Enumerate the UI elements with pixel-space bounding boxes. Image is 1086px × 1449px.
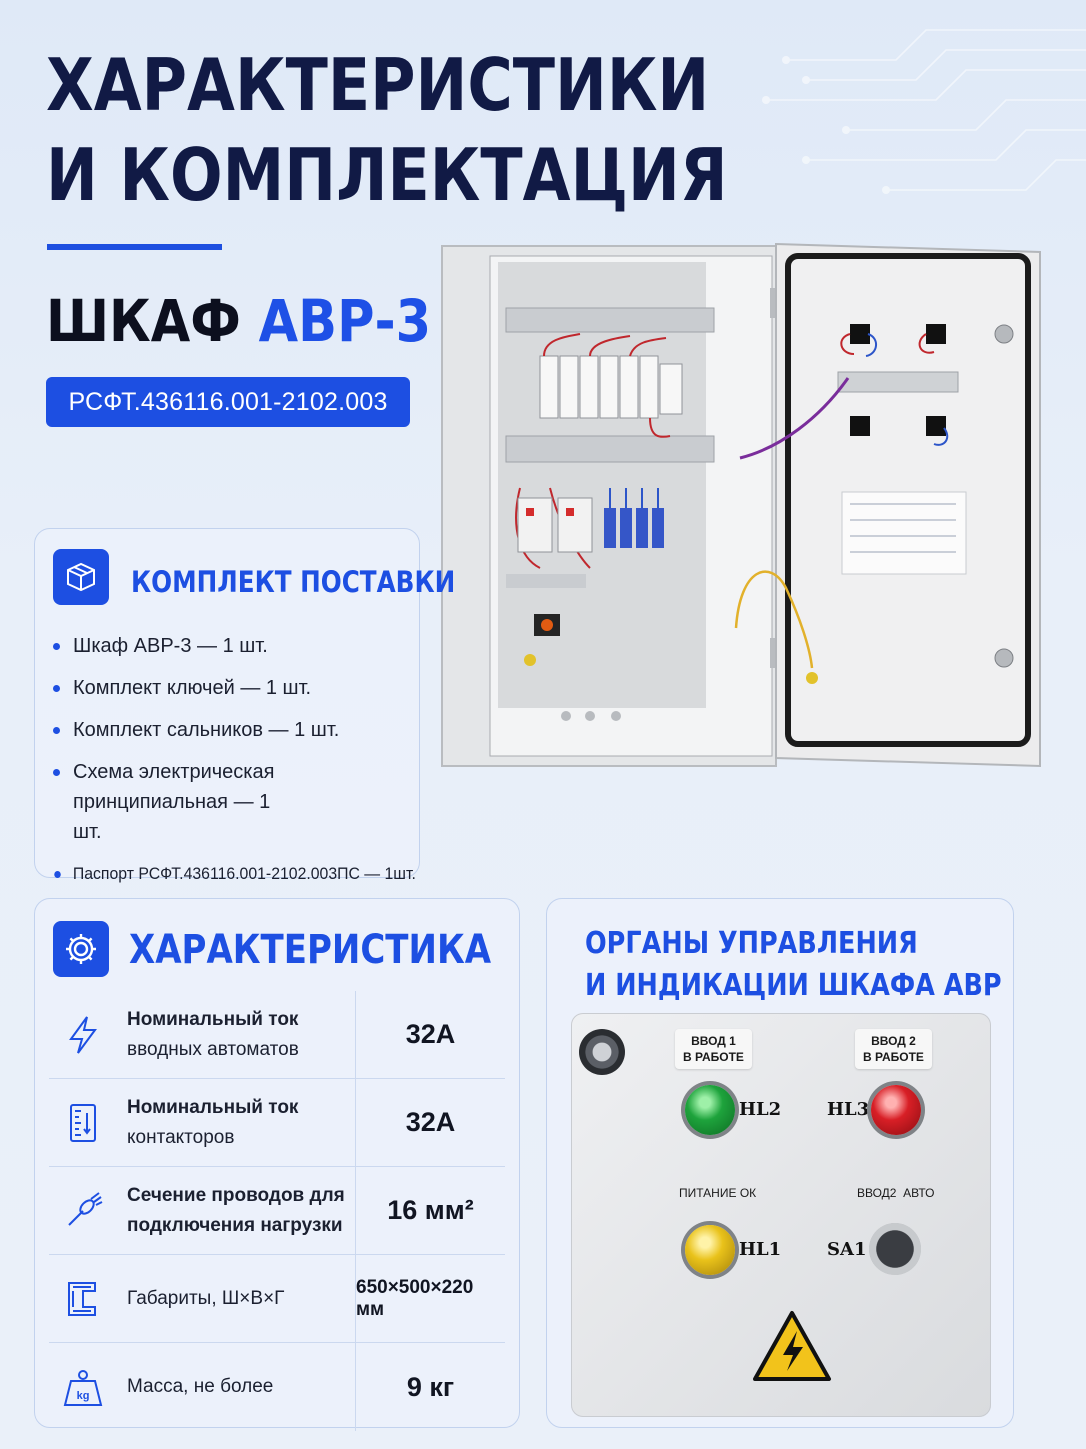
row-label-text: вводных автоматов: [127, 1038, 299, 1060]
product-code-badge: РСФТ.436116.001-2102.003: [46, 377, 410, 427]
controls-panel: [546, 898, 1014, 1428]
table-row: [49, 1343, 505, 1431]
row-value: 16 мм²: [355, 1167, 505, 1254]
table-row: [49, 1079, 505, 1167]
row-label: [127, 991, 353, 1078]
gear-icon: [53, 921, 109, 977]
list-item: Паспорт РСФТ.436116.001-2102.003ПС — 1шт.: [71, 859, 391, 889]
product-word: ШКАФ: [46, 287, 241, 355]
kit-list: [71, 631, 415, 901]
hl3-label: HL3: [827, 1099, 870, 1120]
table-row: [49, 1255, 505, 1343]
list-item: Комплект ключей — 1 шт.: [71, 673, 415, 703]
input1-tag: [675, 1029, 752, 1069]
sa1-selector-switch[interactable]: [869, 1223, 921, 1275]
cabinet-illustration: [440, 238, 1046, 772]
svg-text:kg: kg: [76, 1390, 90, 1402]
page-title: [46, 40, 728, 220]
product-model: АВР-3: [258, 287, 432, 355]
list-item: Схема электрическая принципиальная — 1 шт.: [71, 757, 301, 847]
row-value: 650×500×220 мм: [355, 1255, 505, 1342]
row-label-text: Габариты, Ш×В×Г: [127, 1287, 285, 1309]
hl2-green-lamp: [685, 1085, 735, 1135]
wire-icon: [61, 1189, 105, 1233]
row-value: 32А: [355, 991, 505, 1078]
row-label-text: Масса, не более: [127, 1376, 274, 1397]
mode-tag-right: АВТО: [903, 1186, 935, 1200]
accent-underline: [47, 244, 222, 250]
hl3-red-lamp: [871, 1085, 921, 1135]
kit-panel: [34, 528, 456, 883]
spec-table: [49, 991, 505, 1431]
list-item: Комплект сальников — 1 шт.: [71, 715, 415, 745]
input2-tag: [855, 1029, 932, 1069]
input2-tag-line2: В РАБОТЕ: [863, 1050, 924, 1064]
hl1-yellow-lamp: [685, 1225, 735, 1275]
product-name: [46, 286, 431, 356]
spec-title: ХАРАКТЕРИСТИКА: [129, 927, 492, 973]
power-ok-tag: ПИТАНИЕ ОК: [679, 1186, 757, 1200]
circuit-decoration: [746, 0, 1086, 220]
input1-tag-line1: ВВОД 1: [691, 1034, 736, 1048]
row-value: 32А: [355, 1079, 505, 1166]
meter-icon: [61, 1101, 105, 1145]
row-label: [127, 1255, 353, 1342]
row-label-bold: Номинальный ток: [127, 1008, 299, 1030]
lightning-icon: [61, 1013, 105, 1057]
control-door: [571, 1013, 991, 1417]
row-label-bold: Сечение проводов для подключения нагрузки: [127, 1184, 345, 1236]
list-item: Шкаф АВР-3 — 1 шт.: [71, 631, 415, 661]
spec-panel: [34, 898, 520, 1428]
controls-title: [585, 923, 1002, 1007]
controls-title-line-1: ОРГАНЫ УПРАВЛЕНИЯ: [585, 926, 918, 961]
table-row: [49, 1167, 505, 1255]
row-label: [127, 1167, 353, 1254]
row-value: 9 кг: [355, 1343, 505, 1431]
cable-gland-icon: [579, 1029, 625, 1075]
row-label: [127, 1079, 353, 1166]
hl1-label: HL1: [739, 1239, 782, 1260]
dimensions-icon: [61, 1277, 105, 1321]
title-line-1: ХАРАКТЕРИСТИКИ: [46, 43, 710, 127]
table-row: [49, 991, 505, 1079]
row-label-text: контакторов: [127, 1126, 235, 1148]
input1-tag-line2: В РАБОТЕ: [683, 1050, 744, 1064]
mode-tag: [849, 1181, 943, 1205]
mode-tag-left: ВВОД2: [857, 1186, 897, 1200]
input2-tag-line1: ВВОД 2: [871, 1034, 916, 1048]
controls-title-line-2: И ИНДИКАЦИИ ШКАФА АВР: [585, 968, 1002, 1003]
row-label: [127, 1343, 353, 1431]
sa1-label: SA1: [827, 1239, 867, 1260]
box-icon: [53, 549, 109, 605]
high-voltage-warning-icon: [751, 1309, 833, 1383]
weight-icon: [61, 1365, 105, 1409]
row-label-bold: Номинальный ток: [127, 1096, 299, 1118]
hl2-label: HL2: [739, 1099, 782, 1120]
kit-title: КОМПЛЕКТ ПОСТАВКИ: [131, 565, 456, 599]
title-line-2: И КОМПЛЕКТАЦИЯ: [46, 133, 728, 217]
